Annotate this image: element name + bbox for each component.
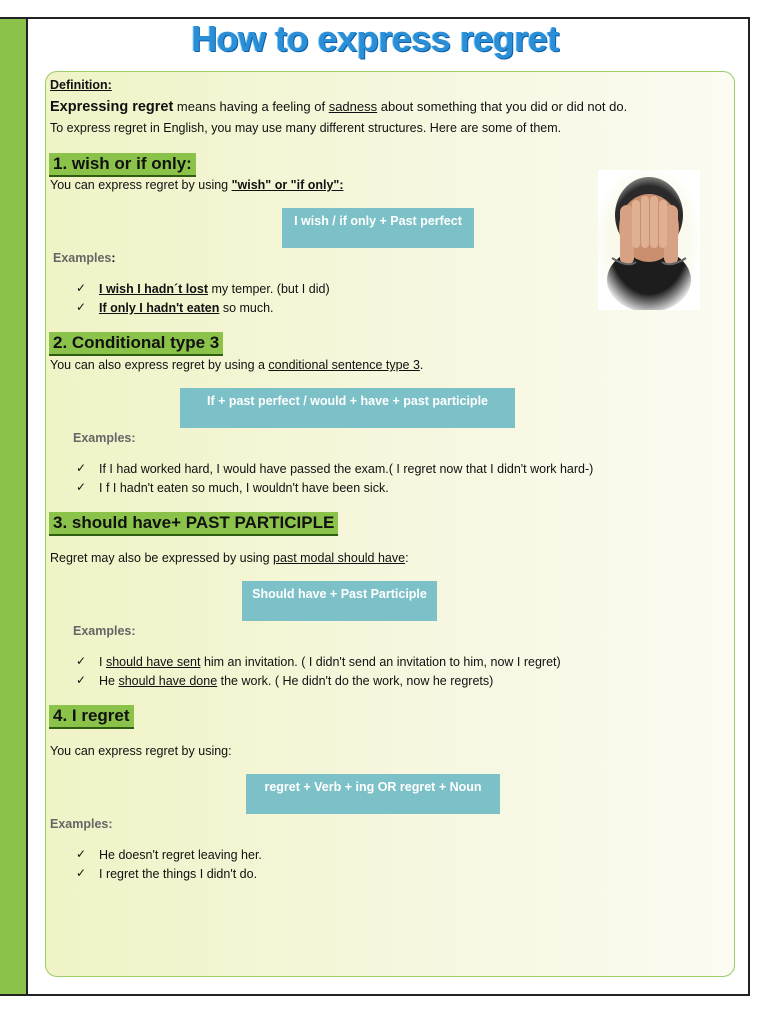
check-icon: ✓ bbox=[76, 300, 87, 314]
man-covering-face-photo bbox=[598, 170, 700, 310]
section-2-heading: 2. Conditional type 3 bbox=[49, 332, 223, 356]
section-4-example-2: I regret the things I didn't do. bbox=[99, 867, 258, 881]
section-3-intro-end: : bbox=[405, 551, 409, 565]
section-1-formula: I wish / if only + Past perfect bbox=[282, 208, 474, 248]
section-2-intro bbox=[50, 358, 423, 372]
definition-label: Definition: bbox=[50, 78, 112, 92]
definition-text-b: about something that you did or did not do. bbox=[377, 99, 628, 114]
section-3-examples-label: Examples: bbox=[73, 624, 136, 638]
check-icon: ✓ bbox=[76, 461, 87, 475]
check-icon: ✓ bbox=[76, 480, 87, 494]
section-3-example-2-u: should have done bbox=[118, 674, 218, 688]
section-2-example-2: I f I hadn't eaten so much, I wouldn't have been sick. bbox=[99, 481, 389, 495]
section-3-example-2 bbox=[99, 674, 493, 688]
check-icon: ✓ bbox=[76, 847, 87, 861]
section-2-intro-underline: conditional sentence type 3 bbox=[268, 358, 420, 372]
section-2-formula: If + past perfect / would + have + past participle bbox=[180, 388, 515, 428]
section-3-formula: Should have + Past Participle bbox=[242, 581, 437, 621]
definition-sadness: sadness bbox=[328, 99, 378, 114]
section-1-heading: 1. wish or if only: bbox=[49, 153, 196, 177]
check-icon: ✓ bbox=[76, 281, 87, 295]
section-2-example-1: If I had worked hard, I would have passed the exam.( I regret now that I didn't work hard-) bbox=[99, 462, 594, 476]
definition-term: Expressing regret bbox=[50, 99, 174, 115]
section-1-examples-colon: : bbox=[111, 251, 116, 265]
section-3-example-1-u: should have sent bbox=[105, 655, 201, 669]
section-3-example-1-pre: I bbox=[99, 655, 106, 669]
section-4-example-1: He doesn't regret leaving her. bbox=[99, 848, 262, 862]
section-3-intro-underline: past modal should have bbox=[273, 551, 406, 565]
section-1-intro bbox=[50, 178, 344, 192]
section-1-example-1-u: I wish I hadn´t lost bbox=[99, 282, 209, 296]
section-3-example-2-rest: the work. ( He didn't do the work, now he regrets) bbox=[217, 674, 494, 688]
section-1-examples-word: Examples bbox=[53, 251, 112, 265]
section-2-examples-label: Examples: bbox=[73, 431, 136, 445]
section-3-example-1 bbox=[99, 655, 561, 669]
section-2-intro-text: You can also express regret by using a bbox=[50, 358, 269, 372]
section-4-heading: 4. I regret bbox=[49, 705, 134, 729]
section-3-example-2-pre: He bbox=[99, 674, 119, 688]
definition-line-1 bbox=[50, 99, 627, 115]
section-1-intro-underline: "wish" or "if only": bbox=[231, 178, 344, 192]
section-3-intro-text: Regret may also be expressed by using bbox=[50, 551, 274, 565]
section-3-heading: 3. should have+ PAST PARTICIPLE bbox=[49, 512, 338, 536]
page-title: How to express regret bbox=[191, 18, 559, 59]
check-icon: ✓ bbox=[76, 866, 87, 880]
definition-line-2: To express regret in English, you may use many different structures. Here are some of them. bbox=[50, 121, 562, 135]
section-4-intro: You can express regret by using: bbox=[50, 744, 232, 758]
section-1-examples-label bbox=[53, 251, 116, 265]
section-1-intro-text: You can express regret by using bbox=[50, 178, 232, 192]
section-1-example-2 bbox=[99, 301, 274, 315]
section-4-examples-label: Examples: bbox=[50, 817, 113, 831]
section-3-example-1-rest: him an invitation. ( I didn't send an invitation to him, now I regret) bbox=[200, 655, 561, 669]
section-1-example-2-u: If only I hadn't eaten bbox=[99, 301, 220, 315]
section-1-example-2-rest: so much. bbox=[219, 301, 274, 315]
section-4-formula: regret + Verb + ing OR regret + Noun bbox=[246, 774, 500, 814]
section-3-intro bbox=[50, 551, 409, 565]
section-2-intro-end: . bbox=[419, 358, 424, 372]
section-1-example-1-rest: my temper. (but I did) bbox=[208, 282, 330, 296]
check-icon: ✓ bbox=[76, 654, 87, 668]
check-icon: ✓ bbox=[76, 673, 87, 687]
definition-text-a: means having a feeling of bbox=[173, 99, 329, 114]
section-1-example-1 bbox=[99, 282, 330, 296]
